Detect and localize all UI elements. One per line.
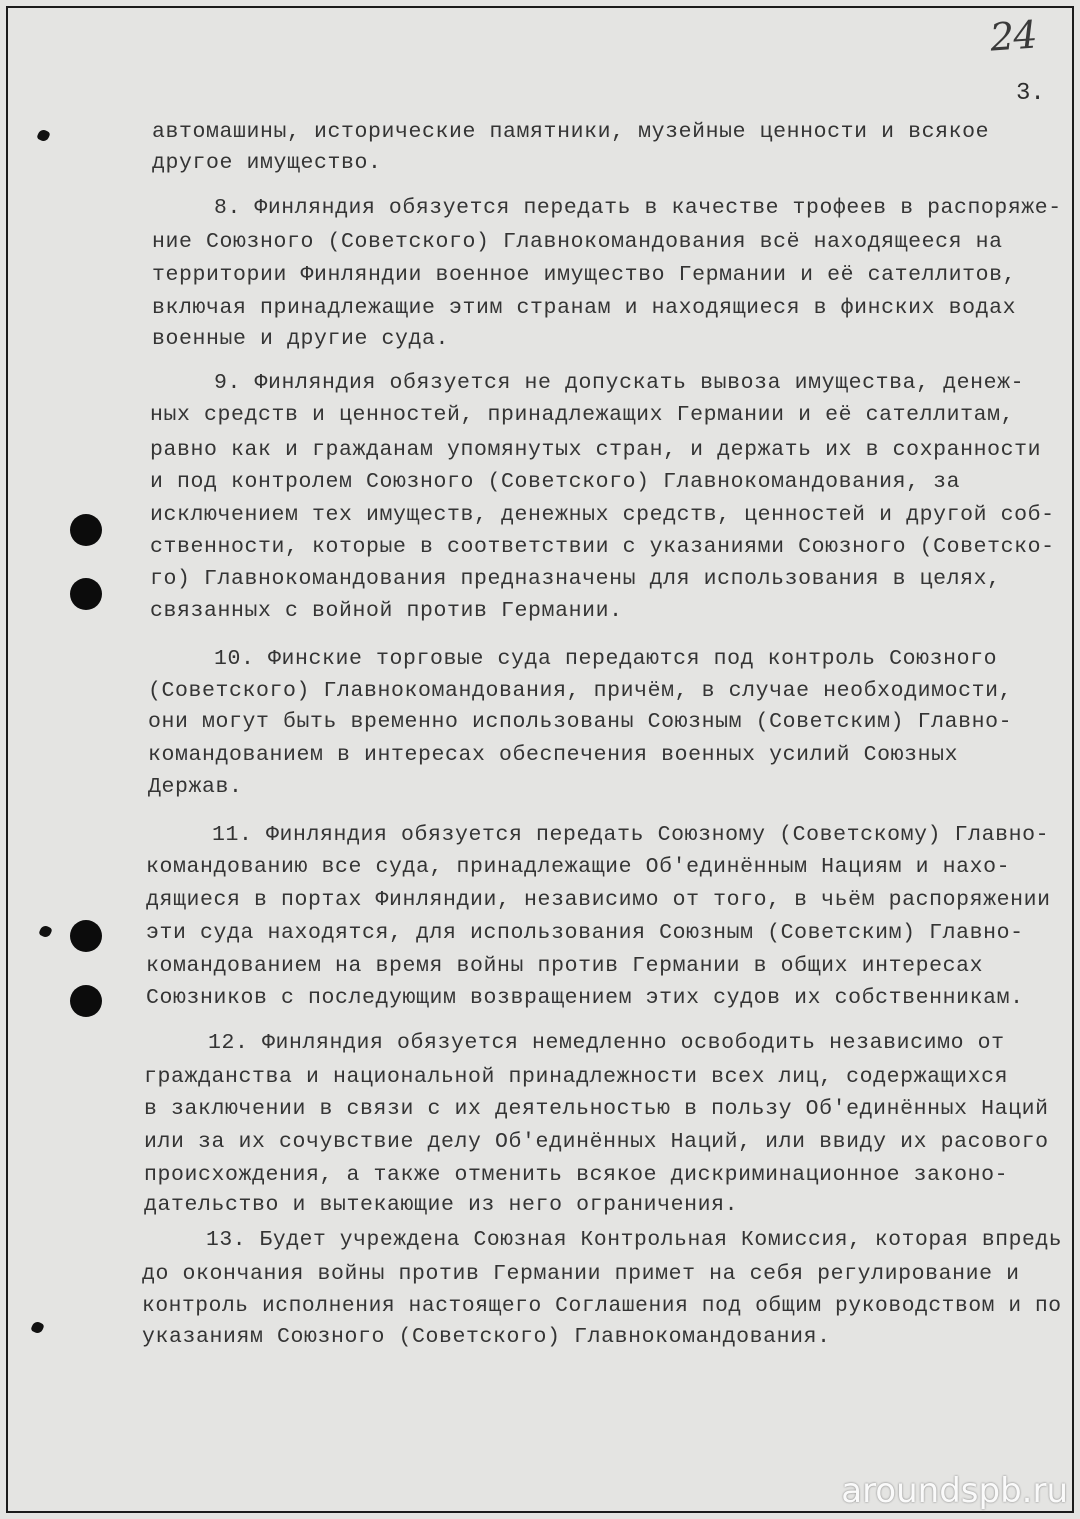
archive-folio-number: 24 (988, 12, 1038, 60)
ink-mark (36, 128, 51, 143)
text-line: Держав. (148, 775, 243, 799)
text-line: или за их сочувствие делу Об'единённых Наций, или ввиду их расового (144, 1130, 1049, 1154)
text-line: происхождения, а также отменить всякое дискриминационное законо- (144, 1163, 1009, 1187)
text-line: равно как и гражданам упомянутых стран, и держать их в сохранности (150, 438, 1042, 462)
punch-hole (70, 920, 102, 952)
text-line: командованию все суда, принадлежащие Об'единённым Нациям и нахо- (146, 855, 1011, 879)
text-line: территории Финляндии военное имущество Германии и её сателлитов, (152, 263, 1017, 287)
text-line: 11. Финляндия обязуется передать Союзному (Советскому) Главно- (212, 823, 1050, 847)
ink-mark (30, 1320, 45, 1335)
text-line: военные и другие суда. (152, 327, 450, 351)
text-line: ственности, которые в соответствии с указаниями Союзного (Советско- (150, 535, 1055, 559)
text-line: ние Союзного (Советского) Главнокомандования всё находящееся на (152, 230, 1003, 254)
text-line: связанных с войной против Германии. (150, 599, 623, 623)
text-line: командованием в интересах обеспечения военных усилий Союзных (148, 743, 959, 767)
ink-mark (38, 924, 53, 939)
text-line: исключением тех имуществ, денежных средств, ценностей и другой соб- (150, 503, 1055, 527)
text-line: они могут быть временно использованы Союзным (Советским) Главно- (148, 710, 1013, 734)
text-line: включая принадлежащие этим странам и находящиеся в финских водах (152, 296, 1017, 320)
punch-hole (70, 985, 102, 1017)
punch-hole (70, 578, 102, 610)
text-line: указаниям Союзного (Советского) Главнокомандования. (142, 1325, 831, 1349)
text-line: командованием на время войны против Германии в общих интересах (146, 954, 984, 978)
text-line: дательство и вытекающие из него ограничения. (144, 1193, 739, 1217)
text-line: 8. Финляндия обязуется передать в качестве трофеев в распоряже- (214, 196, 1062, 220)
text-line: эти суда находятся, для использования Союзным (Советским) Главно- (146, 921, 1024, 945)
punch-hole (70, 514, 102, 546)
text-line: 9. Финляндия обязуется не допускать вывоза имущества, денеж- (214, 371, 1025, 395)
text-line: и под контролем Союзного (Советского) Главнокомандования, за (150, 470, 961, 494)
text-line: дящиеся в портах Финляндии, независимо от того, в чьём распоряжении (146, 888, 1051, 912)
text-line: контроль исполнения настоящего Соглашения под общим руководством и по (142, 1294, 1062, 1318)
text-line: Союзников с последующим возвращением этих судов их собственникам. (146, 986, 1024, 1010)
text-line: 13. Будет учреждена Союзная Контрольная Комиссия, которая впредь (206, 1228, 1063, 1252)
watermark: aroundspb.ru (841, 1471, 1068, 1511)
text-line: ных средств и ценностей, принадлежащих Германии и её сателлитам, (150, 403, 1015, 427)
text-line: автомашины, исторические памятники, музейные ценности и всякое (152, 120, 990, 144)
text-line: (Советского) Главнокомандования, причём, в случае необходимости, (148, 679, 1013, 703)
text-line: другое имущество. (152, 151, 382, 175)
text-line: го) Главнокомандования предназначены для использования в целях, (150, 567, 1001, 591)
text-line: в заключении в связи с их деятельностью в пользу Об'единённых Наций (144, 1097, 1049, 1121)
page-number: 3. (1016, 80, 1045, 107)
text-line: 12. Финляндия обязуется немедленно освободить независимо от (208, 1031, 1005, 1055)
text-line: до окончания войны против Германии примет на себя регулирование и (142, 1262, 1020, 1286)
text-line: гражданства и национальной принадлежности всех лиц, содержащихся (144, 1065, 1009, 1089)
text-line: 10. Финские торговые суда передаются под контроль Союзного (214, 647, 998, 671)
